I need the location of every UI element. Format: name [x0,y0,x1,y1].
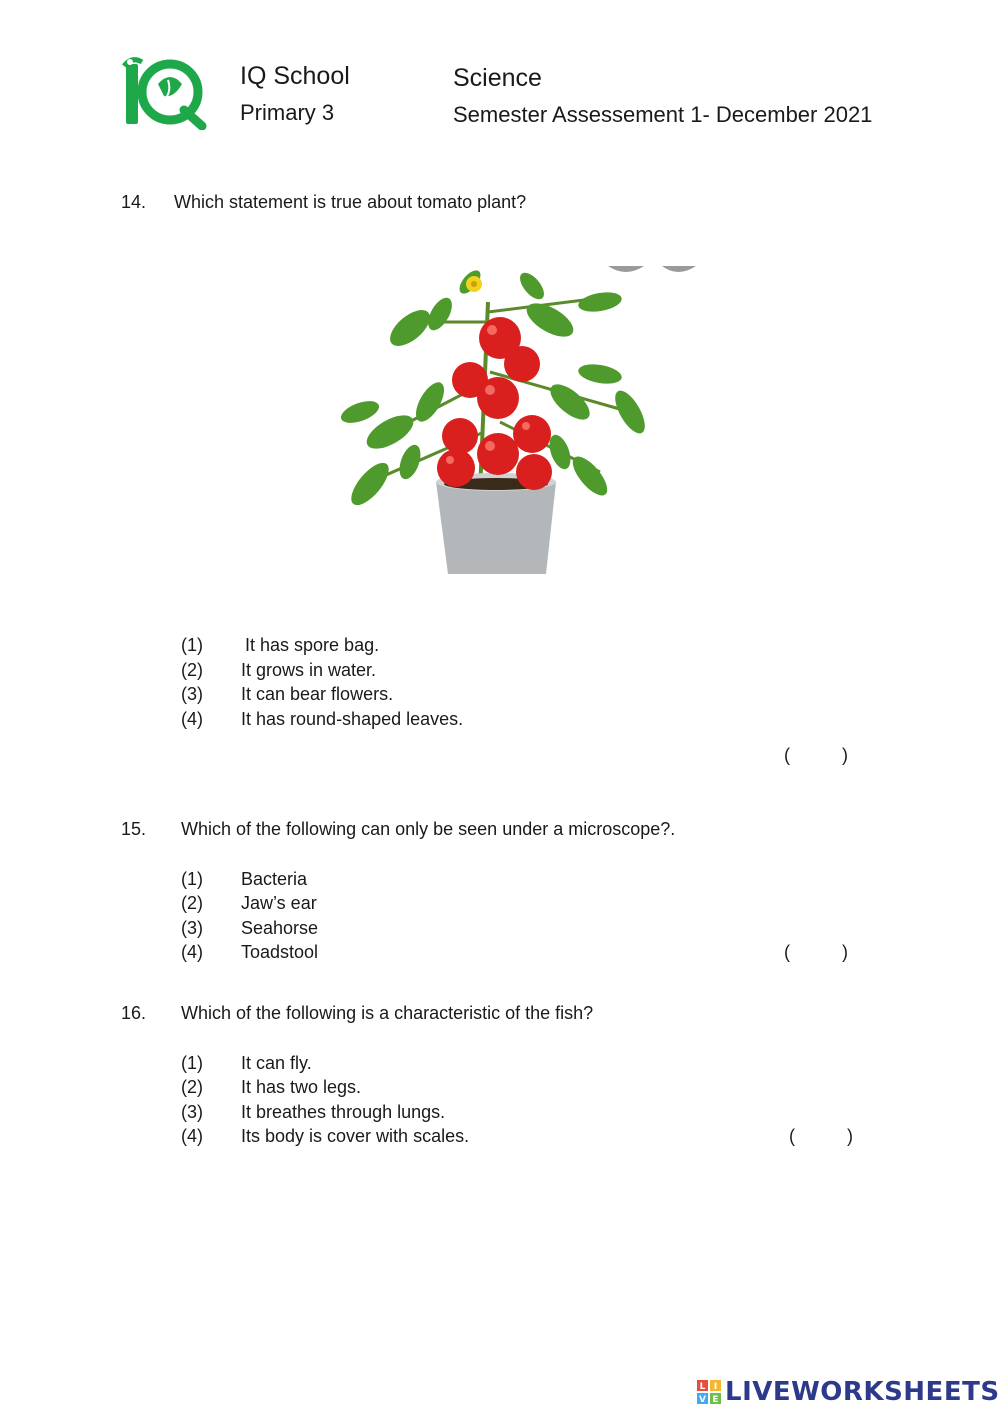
question-16-answer-box[interactable] [789,1126,853,1147]
question-14-answer-box[interactable] [784,745,848,766]
question-16-option-2-text: It has two legs. [241,1077,362,1097]
question-16-option-1-text: It can fly. [241,1053,312,1073]
grade-label: Primary 3 [240,100,335,125]
subject-label: Science [453,64,542,92]
tomato-plant-image [300,262,700,592]
assessment-title: Semester Assessement 1- December 2021 [453,102,873,127]
answer-close-paren: ) [842,745,848,765]
question-16-text: Which of the following is a characteristic of the fish? [181,1003,594,1023]
logo-letter-e: E [712,1395,719,1404]
question-14-option-4-text: It has round-shaped leaves. [241,709,464,729]
question-15-option-4-text: Toadstool [241,942,319,962]
logo-letter-i: I [713,1382,718,1392]
question-14-option-3-text: It can bear flowers. [241,684,394,704]
question-16-option-2-label: (2) [181,1077,203,1097]
question-16-option-3-label: (3) [181,1102,203,1122]
question-16-number: 16. [121,1003,147,1023]
question-15-text: Which of the following can only be seen under a microscope?. [181,819,676,839]
question-16-option-3-text: It breathes through lungs. [241,1102,446,1122]
question-15-option-4-label: (4) [181,942,203,962]
question-14-option-1-label: (1) [181,635,203,655]
question-15-option-1-text: Bacteria [241,869,308,889]
answer-close-paren: ) [847,1126,853,1146]
school-logo [120,54,208,130]
question-16-option-4-label: (4) [181,1126,203,1146]
question-16-option-1-label: (1) [181,1053,203,1073]
logo-letter-v: V [699,1395,706,1404]
tomato-plant-icon [300,262,700,592]
question-16-option-4-text: Its body is cover with scales. [241,1126,470,1146]
brand-text: LIVEWORKSHEETS [725,1377,1000,1407]
question-15-option-3-label: (3) [181,918,203,938]
question-15-option-3-text: Seahorse [241,918,319,938]
school-name: IQ School [240,62,350,90]
question-15-option-2-text: Jaw’s ear [241,893,317,913]
question-14-number: 14. [121,192,147,212]
answer-open-paren: ( [784,745,790,765]
liveworksheets-brand[interactable] [697,1377,1000,1407]
question-15-answer-box[interactable] [784,942,848,963]
question-14-option-1-text: It has spore bag. [245,635,380,655]
answer-close-paren: ) [842,942,848,962]
question-14-option-2-text: It grows in water. [241,660,377,680]
question-14-option-4-label: (4) [181,709,203,729]
question-15-option-1-label: (1) [181,869,203,889]
question-15-option-2-label: (2) [181,893,203,913]
question-14-option-2-label: (2) [181,660,203,680]
question-15-number: 15. [121,819,147,839]
liveworksheets-logo-icon [697,1380,721,1404]
iq-logo-icon [120,54,208,130]
answer-open-paren: ( [784,942,790,962]
question-14-option-3-label: (3) [181,684,203,704]
answer-open-paren: ( [789,1126,795,1146]
question-14-text: Which statement is true about tomato plant? [174,192,527,212]
logo-letter-l: L [699,1382,706,1392]
